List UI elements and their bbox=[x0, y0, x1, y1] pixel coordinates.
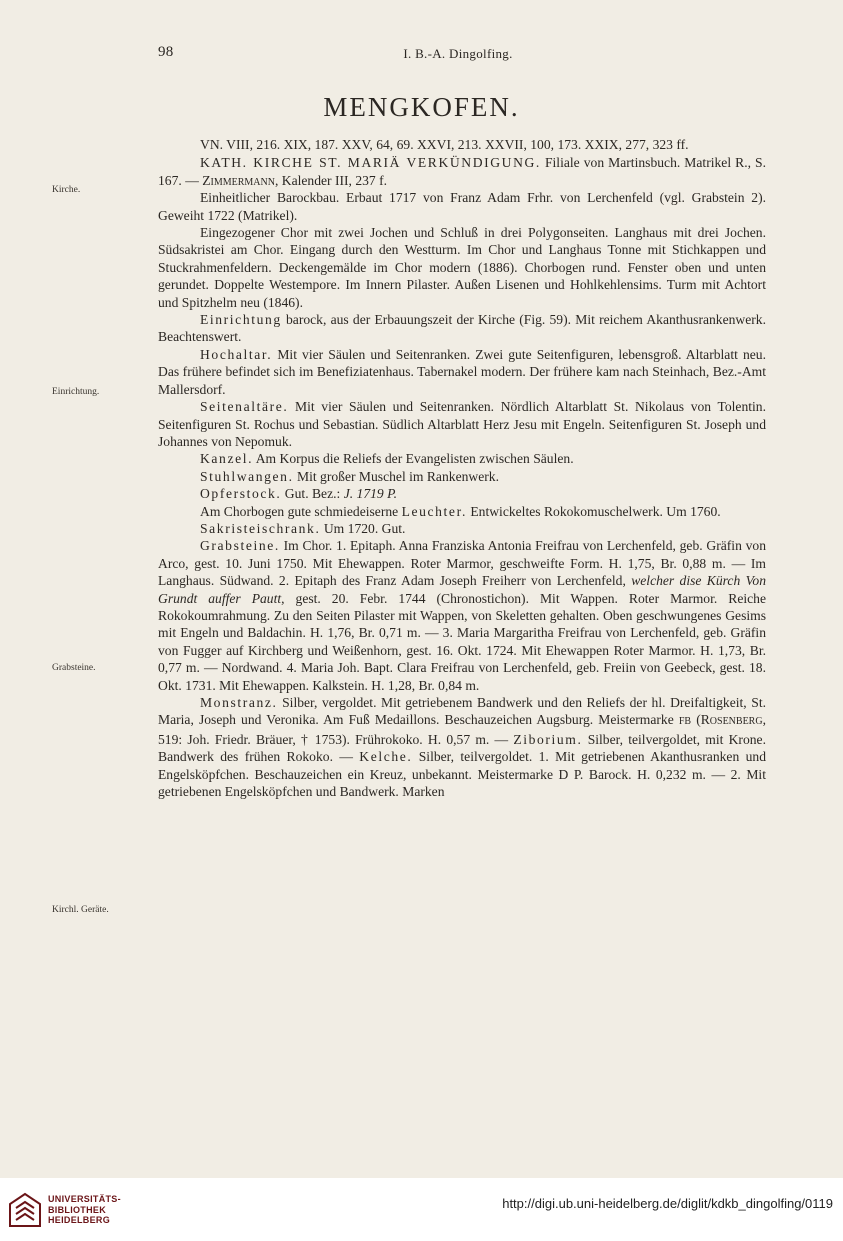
einrichtung-paragraph: Einrichtung barock, aus der Erbauungszeit der Kirche (Fig. 59). Mit reichem Akanthusrankenwerk. Beachtenswert. bbox=[158, 312, 766, 345]
seitenaltaere-paragraph: Seitenaltäre. Mit vier Säulen und Seitenranken. Nördlich Altarblatt St. Nikolaus von Tolentin. Seitenfiguren St. Rochus und Sebastian. Südlich Altarblatt Herz Jesu mit Engeln. Seitenfiguren St. Joseph und Johannes von Nepomuk. bbox=[158, 399, 766, 449]
page-title: MENGKOFEN. bbox=[323, 92, 520, 122]
margin-note-geraete: Kirchl. Geräte. bbox=[52, 905, 109, 915]
references-paragraph: VN. VIII, 216. XIX, 187. XXV, 64, 69. XXVI, 213. XXVII, 100, 173. XXIX, 277, 323 ff. bbox=[200, 137, 689, 152]
university-library-logo-icon[interactable] bbox=[8, 1192, 42, 1228]
leuchter-paragraph: Am Chorbogen gute schmiedeiserne Leuchter. Entwickeltes Rokokomuschelwerk. Um 1760. bbox=[200, 503, 721, 519]
running-title: I. B.-A. Dingolfing. bbox=[403, 46, 513, 61]
running-header bbox=[158, 44, 758, 66]
margin-note-kirche: Kirche. bbox=[52, 185, 81, 195]
library-name: UNIVERSITÄTS- BIBLIOTHEK HEIDELBERG bbox=[48, 1194, 121, 1225]
history-paragraph: Einheitlicher Barockbau. Erbaut 1717 von Franz Adam Frhr. von Lerchenfeld (vgl. Grabstein 2). Geweiht 1722 (Matrikel). bbox=[158, 190, 766, 223]
geraete-paragraph: Monstranz. Silber, vergoldet. Mit getriebenem Bandwerk und den Reliefs der hl. Dreifaltigkeit, St. Maria, Joseph und Veronika. Am Fuß Medaillons. Beschauzeichen Augsburg. Meistermarke FB (Rosenberg, 519: Joh. Friedr. Bräuer, † 1753). Frührokoko. H. 0,57 m. — Ziborium. Silber, teilvergoldet, mit Krone. Bandwerk des frühen Rokoko. — Kelche. Silber, teilvergoldet. 1. Mit getriebenen Akanthusranken und Engelsköpfchen. Beschauzeichen ein Kreuz, unbekannt. Meistermarke D P. Barock. H. 0,232 m. — 2. Mit getriebenen Engelsköpfchen und Bandwerk. Marken bbox=[158, 695, 766, 800]
grabsteine-paragraph: Grabsteine. Im Chor. 1. Epitaph. Anna Franziska Antonia Freifrau von Lerchenfeld, geb. Gräfin von Arco, gest. 10. Juni 1750. Mit Ehewappen. Roter Marmor, geschweifte Form. H. 1,75, Br. 0,88 m. — Im Langhaus. Südwand. 2. Epitaph des Franz Adam Joseph Freiherr von Lerchenfeld, welcher dise Kürch Von Grundt auffer Pautt, gest. 20. Febr. 1744 (Chronostichon). Mit Wappen. Roter Marmor. Reiche Rokokoumrahmung. Zu den Seiten Pilaster mit Wappen, von Skeletten gehalten. Oben geschwungenes Gesims mit Engeln und Baldachin. H. 1,76, Br. 0,71 m. — 3. Maria Margaritha Freifrau von Lerchenfeld, geb. Gräfin von Fugger auf Kirchberg und Weißenhorn, gest. 16. Okt. 1724. Mit Ehewappen Roter Marmor. H. 1,73, Br. 0,77 m. — Nordwand. 4. Maria Joh. Bapt. Clara Freifrau von Lerchenfeld, geb. Freiin von Geebeck, gest. 18. Okt. 1731. Mit Ehewappen. Kalkstein. H. 1,28, Br. 0,84 m. bbox=[158, 538, 766, 693]
margin-note-einrichtung: Einrichtung. bbox=[52, 387, 100, 397]
viewer-footer bbox=[0, 1178, 843, 1241]
architecture-paragraph: Eingezogener Chor mit zwei Jochen und Schluß in drei Polygonseiten. Langhaus mit drei Jochen. Südsakristei am Chor. Eingang durch den Westturm. Im Chor und Langhaus Tonne mit Stichkappen und Stuckrahmenfeldern. Deckengemälde im Chor modern (1886). Chorbogen rund. Fenster oben und unten gerundet. Doppelte Westempore. Im Innern Pilaster. Außen Lisenen und Hohlkehlensims. Turm mit Achtort und Spitzhelm neu (1846). bbox=[158, 225, 766, 310]
kanzel-paragraph: Kanzel. Am Korpus die Reliefs der Evangelisten zwischen Säulen. bbox=[200, 451, 574, 467]
church-heading-paragraph: KATH. KIRCHE ST. MARIÄ VERKÜNDIGUNG. Filiale von Martinsbuch. Matrikel R., S. 167. — Zimmermann, Kalender III, 237 f. bbox=[158, 155, 766, 188]
page-number: 98 bbox=[158, 44, 174, 60]
sakristeischrank-paragraph: Sakristeischrank. Um 1720. Gut. bbox=[200, 520, 406, 536]
stuhlwangen-paragraph: Stuhlwangen. Mit großer Muschel im Rankenwerk. bbox=[200, 468, 499, 484]
opferstock-paragraph: Opferstock. Gut. Bez.: J. 1719 P. bbox=[200, 486, 398, 502]
body-text bbox=[158, 136, 766, 800]
margin-note-grabsteine: Grabsteine. bbox=[52, 663, 96, 673]
permalink-url[interactable]: http://digi.ub.uni-heidelberg.de/diglit/kdkb_dingolfing/0119 bbox=[502, 1196, 833, 1211]
hochaltar-paragraph: Hochaltar. Mit vier Säulen und Seitenranken. Zwei gute Seitenfiguren, lebensgroß. Altarblatt neu. Das frühere befindet sich im Benefiziatenhaus. Tabernakel modern. Der frühere kam nach Steinhach, Bez.-Amt Mallersdorf. bbox=[158, 346, 766, 397]
church-heading: KATH. KIRCHE ST. MARIÄ VERKÜNDIGUNG. bbox=[200, 155, 541, 171]
